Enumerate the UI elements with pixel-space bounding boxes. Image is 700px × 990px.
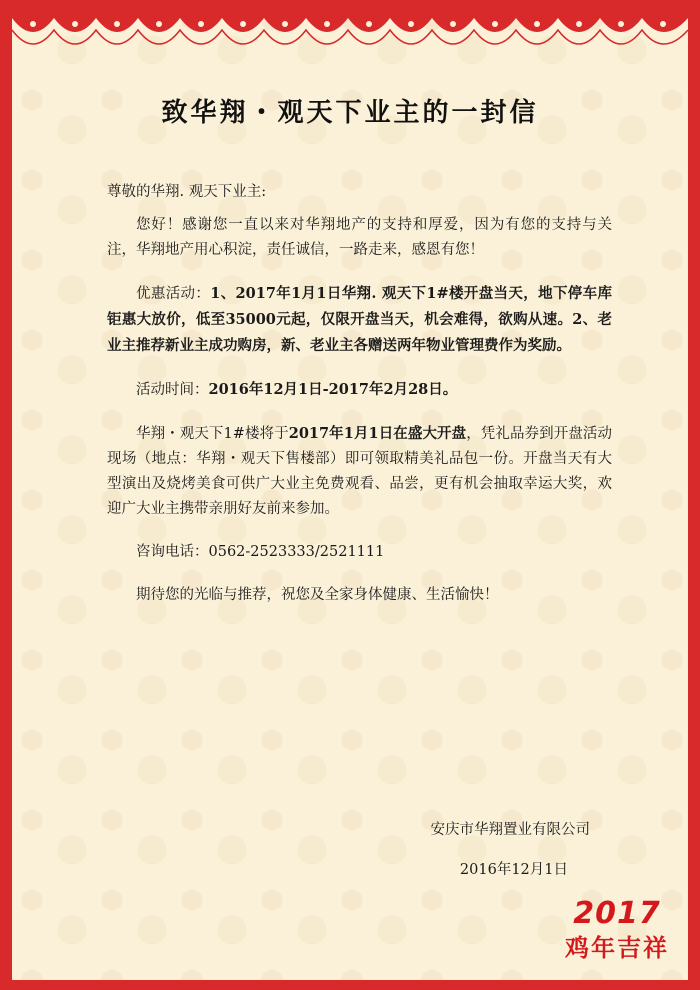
opening-paragraph	[107, 421, 612, 522]
decorative-top-border	[12, 0, 688, 58]
hotline: 咨询电话：0562-2523333/2521111	[136, 544, 385, 560]
salutation: 尊敬的华翔. 观天下业主:	[107, 184, 267, 200]
period-text: 2016年12月1日-2017年2月28日。	[208, 381, 458, 398]
opening-part1: 华翔・观天下1#楼将于	[136, 426, 289, 442]
opening-part3: ，凭礼品券到开盘活动现场（地点：华翔・观天下售楼部）即可领取精美礼品包一份。开盘当天有大型演出及烧烤美食可供广大业主免费观看、品尝，更有机会抽取幸运大奖，欢迎广大业主携带亲朋好友前来参加。	[107, 426, 612, 517]
company-signature: 安庆市华翔置业有限公司	[430, 822, 590, 838]
opening-part2: 2017年1月1日在盛大开盘	[288, 425, 467, 442]
greeting-paragraph: 您好！感谢您一直以来对华翔地产的支持和厚爱，因为有您的支持与关注，华翔地产用心积淀，责任诚信，一路走来，感恩有您！	[107, 217, 612, 258]
period-label: 活动时间：	[136, 382, 209, 398]
letter-body	[107, 180, 612, 626]
closing-paragraph: 期待您的光临与推荐，祝您及全家身体健康、生活愉快！	[136, 587, 499, 603]
promo-paragraph	[107, 281, 612, 359]
stamp-slogan: 鸡年吉祥	[565, 934, 669, 962]
promo-text: 1、2017年1月1日华翔. 观天下1#楼开盘当天，地下停车库钜惠大放价，低至35000元起，仅限开盘当天，机会难得，欲购从速。2、老业主推荐新业主成功购房，新、老业主各赠送两年物业管理费作为奖励。	[107, 285, 612, 354]
stamp-year: 2017	[573, 896, 661, 931]
letter-title: 致华翔・观天下业主的一封信	[161, 98, 539, 128]
letter-date: 2016年12月1日	[459, 862, 568, 878]
promo-label: 优惠活动：	[136, 286, 211, 302]
rooster-year-stamp	[552, 896, 682, 974]
period-paragraph	[107, 377, 612, 403]
